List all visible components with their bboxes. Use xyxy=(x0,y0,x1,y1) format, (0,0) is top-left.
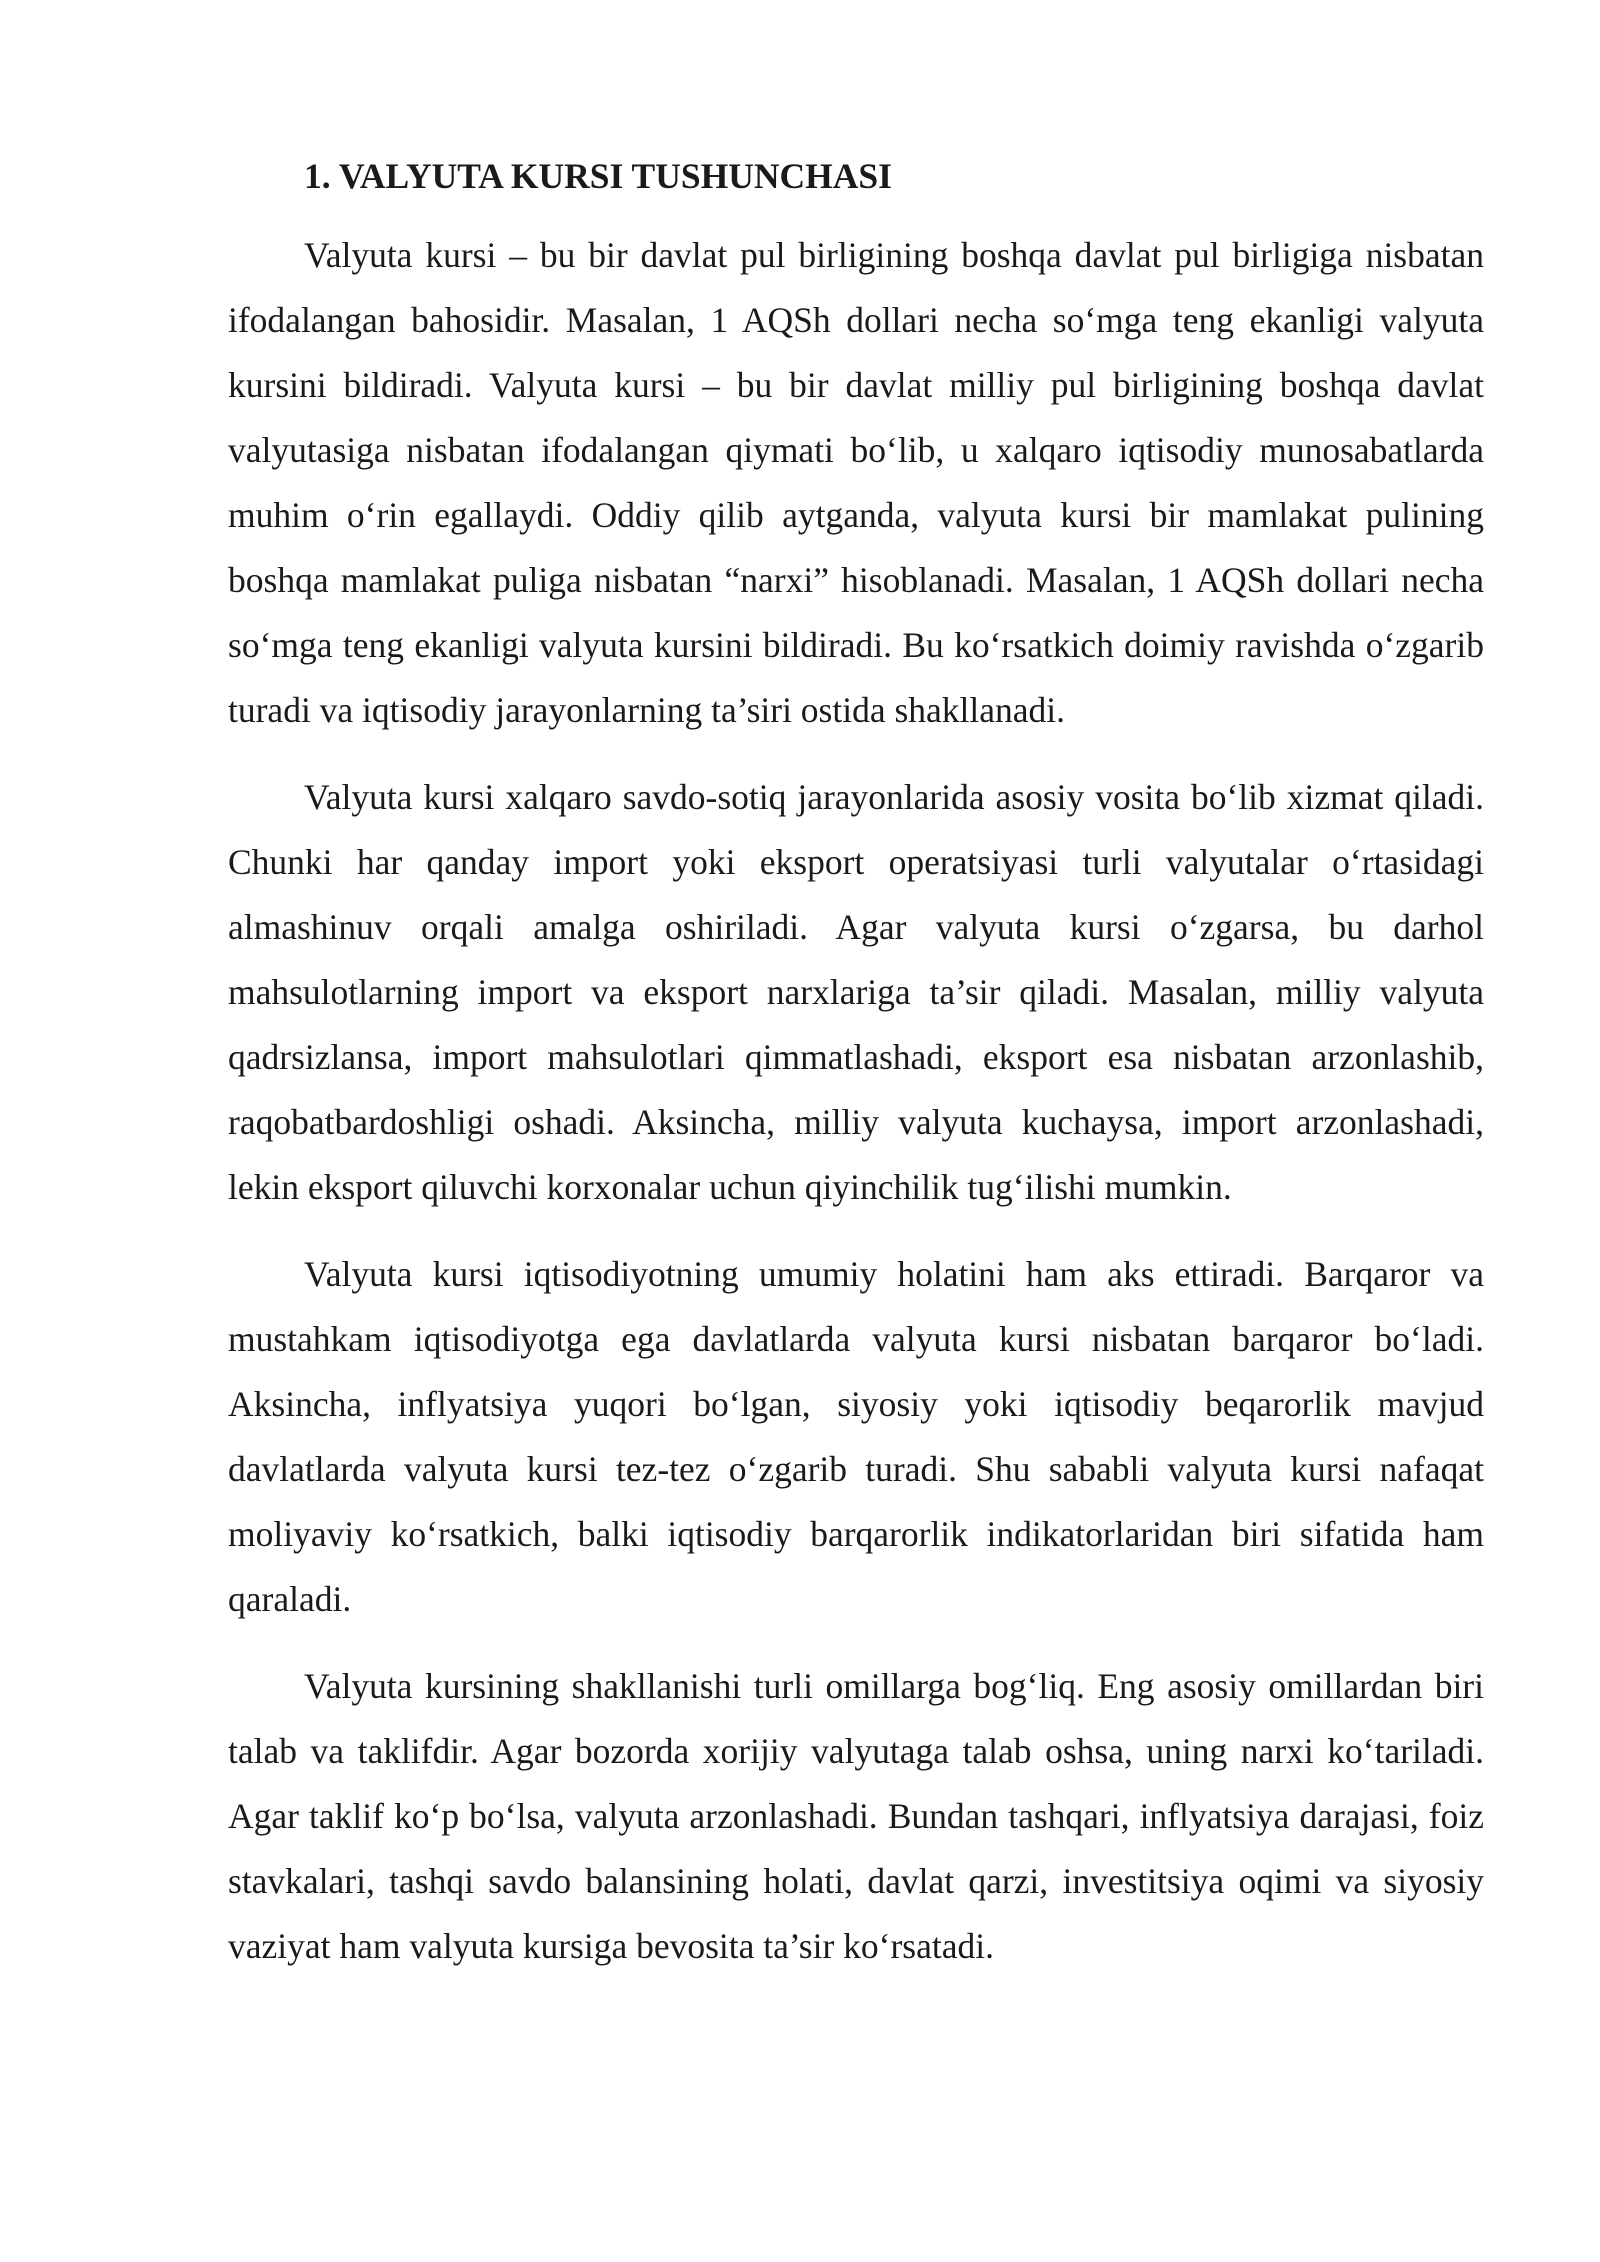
paragraph-factors: Valyuta kursining shakllanishi turli omillarga bog‘liq. Eng asosiy omillardan biri talab va taklifdir. Agar bozorda xorijiy valyutaga talab oshsa, uning narxi ko‘tariladi. Agar taklif ko‘p bo‘lsa, valyuta arzonlashadi. Bundan tashqari, inflyatsiya darajasi, foiz stavkalari, tashqi savdo balansining holati, davlat qarzi, investitsiya oqimi va siyosiy vaziyat ham valyuta kursiga bevosita ta’sir ko‘rsatadi. xyxy=(228,1666,1484,1966)
paragraph-definition: Valyuta kursi – bu bir davlat pul birligining boshqa davlat pul birligiga nisbatan ifodalangan bahosidir. Masalan, 1 AQSh dollari necha so‘mga teng ekanligi valyuta kursini bildiradi. Valyuta kursi – bu bir davlat milliy pul birligining boshqa davlat valyutasiga nisbatan ifodalangan qiymati bo‘lib, u xalqaro iqtisodiy munosabatlarda muhim o‘rin egallaydi. Oddiy qilib aytganda, valyuta kursi bir mamlakat pulining boshqa mamlakat puliga nisbatan “narxi” hisoblanadi. Masalan, 1 AQSh dollari necha so‘mga teng ekanligi valyuta kursini bildiradi. Bu ko‘rsatkich doimiy ravishda o‘zgarib turadi va iqtisodiy jarayonlarning ta’siri ostida shakllanadi. xyxy=(228,235,1484,730)
document-body xyxy=(228,148,1484,2001)
section-heading: 1. VALYUTA KURSI TUSHUNCHASI xyxy=(304,156,892,196)
paragraph-trade: Valyuta kursi xalqaro savdo-sotiq jarayonlarida asosiy vosita bo‘lib xizmat qiladi. Chunki har qanday import yoki eksport operatsiyasi turli valyutalar o‘rtasidagi almashinuv orqali amalga oshiriladi. Agar valyuta kursi o‘zgarsa, bu darhol mahsulotlarning import va eksport narxlariga ta’sir qiladi. Masalan, milliy valyuta qadrsizlansa, import mahsulotlari qimmatlashadi, eksport esa nisbatan arzonlashib, raqobatbardoshligi oshadi. Aksincha, milliy valyuta kuchaysa, import arzonlashadi, lekin eksport qiluvchi korxonalar uchun qiyinchilik tug‘ilishi mumkin. xyxy=(228,777,1484,1207)
paragraph-economy: Valyuta kursi iqtisodiyotning umumiy holatini ham aks ettiradi. Barqaror va mustahkam iqtisodiyotga ega davlatlarda valyuta kursi nisbatan barqaror bo‘ladi. Aksincha, inflyatsiya yuqori bo‘lgan, siyosiy yoki iqtisodiy beqarorlik mavjud davlatlarda valyuta kursi tez-tez o‘zgarib turadi. Shu sababli valyuta kursi nafaqat moliyaviy ko‘rsatkich, balki iqtisodiy barqarorlik indikatorlaridan biri sifatida ham qaraladi. xyxy=(228,1254,1484,1619)
